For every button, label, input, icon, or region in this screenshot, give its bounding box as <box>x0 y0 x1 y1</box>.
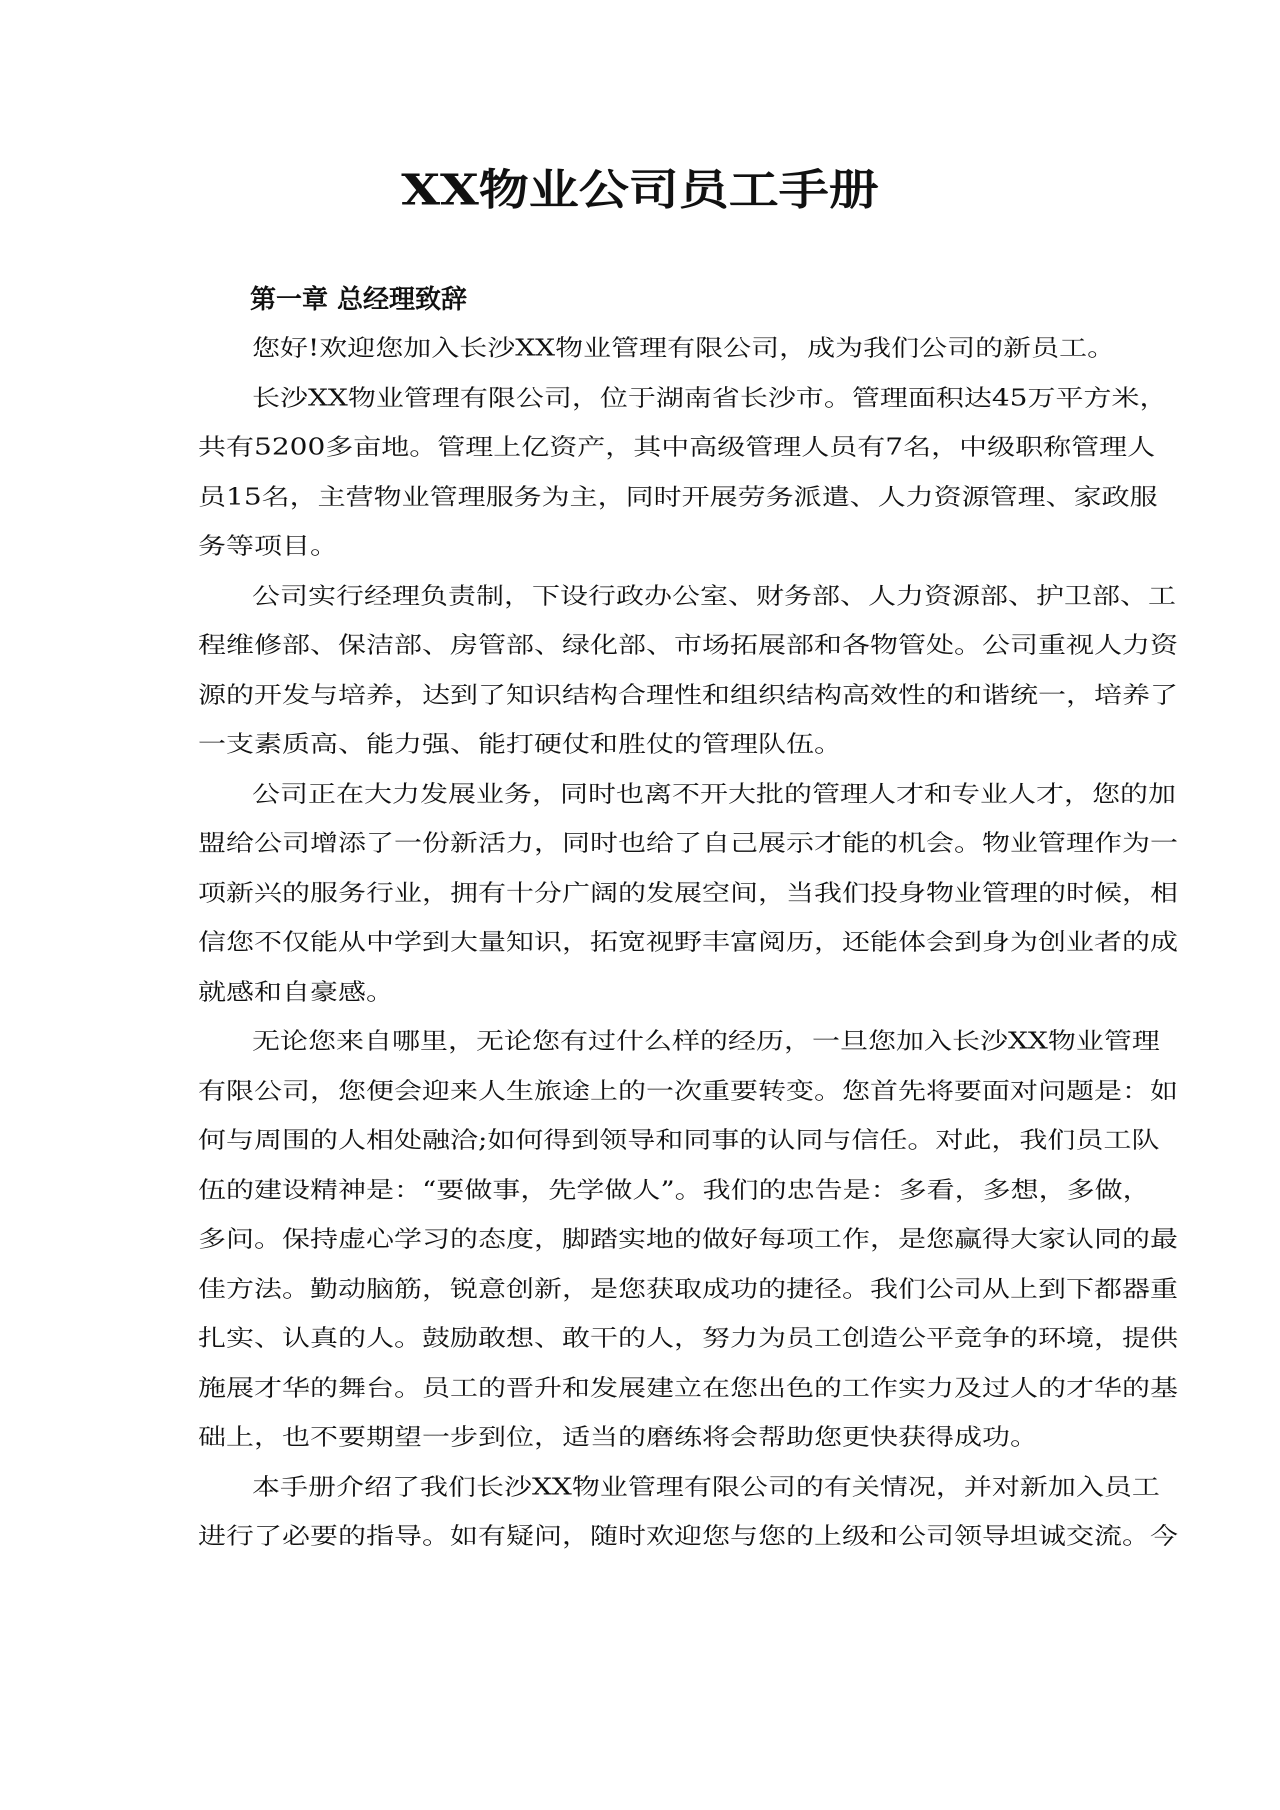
document-body <box>198 323 1179 1561</box>
text-line <box>198 1313 1179 1363</box>
text-line <box>198 1462 1160 1512</box>
text-line <box>198 422 1156 472</box>
text-line <box>198 1412 1100 1462</box>
paragraph <box>198 1016 1179 1462</box>
text-line <box>198 917 1179 967</box>
text-line <box>198 1115 1160 1165</box>
paragraph <box>198 1462 1179 1561</box>
text-line-content: 有限公司，您便会迎来人生旅途上的一次重要转变。您首先将要面对问题是：如 <box>198 1076 1179 1104</box>
text-line <box>198 868 1179 918</box>
text-line-content: 佳方法。勤动脑筋，锐意创新，是您获取成功的捷径。我们公司从上到下都器重 <box>198 1274 1179 1302</box>
text-line <box>198 670 1179 720</box>
text-line <box>198 967 1100 1017</box>
paragraph <box>198 373 1168 571</box>
text-line-content: 公司实行经理负责制，下设行政办公室、财务部、人力资源部、护卫部、工 <box>252 581 1177 609</box>
text-line-content: 何与周围的人相处融洽;如何得到领导和同事的认同与信任。对此，我们员工队 <box>198 1126 1160 1154</box>
text-line-content: 源的开发与培养，达到了知识结构合理性和组织结构高效性的和谐统一，培养了 <box>198 680 1179 708</box>
text-line <box>198 620 1179 670</box>
text-line-content: 盟给公司增添了一份新活力，同时也给了自己展示才能的机会。物业管理作为一 <box>198 829 1179 857</box>
text-line-content: 进行了必要的指导。如有疑问，随时欢迎您与您的上级和公司领导坦诚交流。今 <box>198 1522 1179 1550</box>
text-line-content: 共有5200多亩地。管理上亿资产，其中高级管理人员有7名，中级职称管理人 <box>198 433 1156 461</box>
text-line <box>198 769 1177 819</box>
text-line <box>198 1066 1179 1116</box>
paragraph <box>198 571 1179 769</box>
text-line-content: 多问。保持虚心学习的态度，脚踏实地的做好每项工作，是您赢得大家认同的最 <box>198 1225 1179 1253</box>
text-line-content: 扎实、认真的人。鼓励敢想、敢干的人，努力为员工创造公平竞争的环境，提供 <box>198 1324 1179 1352</box>
chapter-heading: 第一章 总经理致辞 <box>250 285 468 315</box>
text-line <box>198 1016 1160 1066</box>
text-line-content: 公司正在大力发展业务，同时也离不开大批的管理人才和专业人才，您的加 <box>252 779 1177 807</box>
text-line <box>198 719 1100 769</box>
text-line-content: 长沙XX物业管理有限公司，位于湖南省长沙市。管理面积达45万平方米， <box>252 383 1168 411</box>
document-title <box>0 160 1280 220</box>
text-line <box>198 521 1100 571</box>
text-line-content: 一支素质高、能力强、能打硬仗和胜仗的管理队伍。 <box>198 730 843 758</box>
text-line-content: 您好!欢迎您加入长沙XX物业管理有限公司，成为我们公司的新员工。 <box>252 334 1116 362</box>
text-line <box>198 1214 1179 1264</box>
text-line <box>198 472 1158 522</box>
text-line-content: 就感和自豪感。 <box>198 977 395 1005</box>
text-line-content: 程维修部、保洁部、房管部、绿化部、市场拓展部和各物管处。公司重视人力资 <box>198 631 1179 659</box>
text-line-content: 员15名，主营物业管理服务为主，同时开展劳务派遣、人力资源管理、家政服 <box>198 482 1158 510</box>
text-line-content: 项新兴的服务行业，拥有十分广阔的发展空间，当我们投身物业管理的时候，相 <box>198 878 1179 906</box>
text-line-content: 信您不仅能从中学到大量知识，拓宽视野丰富阅历，还能体会到身为创业者的成 <box>198 928 1179 956</box>
paragraph <box>198 769 1179 1017</box>
text-line <box>198 571 1177 621</box>
text-line <box>198 323 1116 373</box>
text-line <box>198 1363 1179 1413</box>
text-line <box>198 818 1179 868</box>
text-line-content: 伍的建设精神是：“要做事，先学做人”。我们的忠告是：多看，多想，多做， <box>198 1175 1151 1203</box>
text-line-content: 础上，也不要期望一步到位，适当的磨练将会帮助您更快获得成功。 <box>198 1423 1039 1451</box>
text-line <box>198 373 1168 423</box>
text-line <box>198 1264 1179 1314</box>
text-line-content: 务等项目。 <box>198 532 339 560</box>
paragraph <box>198 323 1116 373</box>
document-title-text: XX物业公司员工手册 <box>401 164 879 215</box>
text-line-content: 施展才华的舞台。员工的晋升和发展建立在您出色的工作实力及过人的才华的基 <box>198 1373 1179 1401</box>
text-line-content: 本手册介绍了我们长沙XX物业管理有限公司的有关情况，并对新加入员工 <box>252 1472 1160 1500</box>
text-line-content: 无论您来自哪里，无论您有过什么样的经历，一旦您加入长沙XX物业管理 <box>252 1027 1160 1055</box>
text-line <box>198 1165 1151 1215</box>
text-line <box>198 1511 1179 1561</box>
